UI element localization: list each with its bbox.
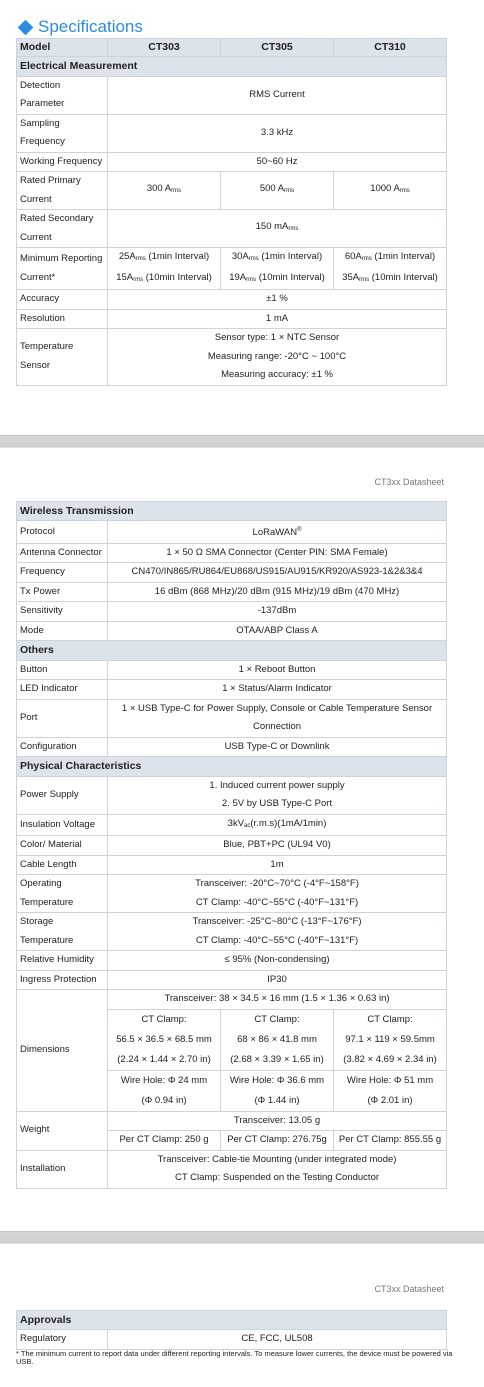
row-value: Blue, PBT+PC (UL94 V0) (108, 836, 447, 856)
row-label: Rated Secondary Current (17, 210, 108, 248)
row-label: Relative Humidity (17, 951, 108, 971)
table-row (17, 1150, 447, 1188)
table-row (17, 543, 447, 563)
row-value: CE, FCC, UL508 (108, 1330, 447, 1350)
table-row (17, 309, 447, 329)
row-value: $30A_{rms}$ (1min Interval) $19A_{rms}$ (10min Interval) (221, 248, 334, 290)
row-label: Tx Power (17, 582, 108, 602)
row-value: 1. Induced current power supply 2. 5V by USB Type-C Port (108, 776, 447, 814)
row-value: CT Clamp: 68 × 86 × 41.8 mm (2.68 × 3.39 × 1.65 in) (221, 1009, 334, 1070)
row-label: Configuration (17, 737, 108, 757)
header-ct303: CT303 (108, 39, 221, 57)
row-label: Detection Parameter (17, 76, 108, 114)
table-row (17, 699, 447, 737)
row-value: Transceiver: -20°C~70°C (-4°F~158°F) CT Clamp: -40°C~55°C (-40°F~131°F) (108, 875, 447, 913)
specs-table-2 (16, 501, 447, 1189)
table-row (17, 737, 447, 757)
row-value: IP30 (108, 970, 447, 990)
row-value: CN470/IN865/RU864/EU868/US915/AU915/KR920/AS923-1&2&3&4 (108, 563, 447, 583)
table-row (17, 210, 447, 248)
table-row (17, 582, 447, 602)
row-value: 1 × Reboot Button (108, 660, 447, 680)
section-title-text: Specifications (38, 17, 143, 36)
row-label: Color/ Material (17, 836, 108, 856)
row-label: Dimensions (17, 990, 108, 1112)
header-model: Model (17, 39, 108, 57)
row-value: 1000 $A_{rms}$ (334, 172, 447, 210)
table-row (17, 521, 447, 544)
row-label: Power Supply (17, 776, 108, 814)
table-header-row (17, 39, 447, 57)
table-row (17, 660, 447, 680)
table-row (17, 152, 447, 172)
row-value: $25A_{rms}$ (1min Interval) $15A_{rms}$ (10min Interval) (108, 248, 221, 290)
row-value: RMS Current (108, 76, 447, 114)
row-value: Wire Hole: Φ 51 mm (Φ 2.01 in) (334, 1070, 447, 1111)
row-value: Wire Hole: Φ 36.6 mm (Φ 1.44 in) (221, 1070, 334, 1111)
row-value: 500 $A_{rms}$ (221, 172, 334, 210)
doc-header: CT3xx Datasheet (374, 476, 444, 487)
section-approvals: Approvals (17, 1310, 447, 1330)
table-row (17, 875, 447, 913)
row-label: Weight (17, 1111, 108, 1150)
row-value: USB Type-C or Downlink (108, 737, 447, 757)
table-row (17, 602, 447, 622)
row-label: Mode (17, 621, 108, 641)
row-label: Sampling Frequency (17, 114, 108, 152)
table-row (17, 621, 447, 641)
table-row (17, 836, 447, 856)
doc-header: CT3xx Datasheet (374, 1283, 444, 1294)
page-separator (0, 1231, 484, 1244)
row-label: Protocol (17, 521, 108, 544)
row-label: Accuracy (17, 290, 108, 310)
approvals-table (16, 1310, 447, 1350)
table-row (17, 913, 447, 951)
table-row (17, 990, 447, 1010)
row-label: Port (17, 699, 108, 737)
table-row (17, 776, 447, 814)
table-row (17, 1330, 447, 1350)
row-label: Button (17, 660, 108, 680)
row-value: 150 $mA_{rms}$ (108, 210, 447, 248)
row-label: LED Indicator (17, 680, 108, 700)
section-others: Others (17, 641, 447, 661)
table-row (17, 76, 447, 114)
row-value: Transceiver: Cable-tie Mounting (under integrated mode) CT Clamp: Suspended on the Testing Conductor (108, 1150, 447, 1188)
table-row (17, 329, 447, 386)
row-label: Insulation Voltage (17, 814, 108, 836)
row-label: Resolution (17, 309, 108, 329)
table-row (17, 290, 447, 310)
row-value: $3kV_{ac}(r.m.s)(1mA/1\min)$ (108, 814, 447, 836)
row-value: Transceiver: 38 × 34.5 × 16 mm (1.5 × 1.36 × 0.63 in) (108, 990, 447, 1010)
table-row (17, 951, 447, 971)
table-row (17, 248, 447, 290)
table-row (17, 563, 447, 583)
row-value: 1 × 50 Ω SMA Connector (Center PIN: SMA Female) (108, 543, 447, 563)
row-value: ±1 % (108, 290, 447, 310)
header-ct305: CT305 (221, 39, 334, 57)
row-label: Working Frequency (17, 152, 108, 172)
row-value: OTAA/ABP Class A (108, 621, 447, 641)
row-value: Transceiver: 13.05 g (108, 1111, 447, 1131)
table-row (17, 680, 447, 700)
row-value: Sensor type: 1 × NTC Sensor Measuring range: -20°C ~ 100°C Measuring accuracy: ±1 % (108, 329, 447, 386)
row-label: Cable Length (17, 855, 108, 875)
electrical-table (16, 38, 447, 386)
row-value: CT Clamp: 56.5 × 36.5 × 68.5 mm (2.24 × 1.44 × 2.70 in) (108, 1009, 221, 1070)
row-label: Minimum Reporting Current* (17, 248, 108, 290)
row-label: Sensitivity (17, 602, 108, 622)
row-value: Transceiver: -25°C~80°C (-13°F~176°F) CT Clamp: -40°C~55°C (-40°F~131°F) (108, 913, 447, 951)
table-row (17, 172, 447, 210)
row-label: Regulatory (17, 1330, 108, 1350)
row-value: 1m (108, 855, 447, 875)
row-value: Per CT Clamp: 276.75g (221, 1131, 334, 1151)
page-separator (0, 435, 484, 448)
row-value: Per CT Clamp: 250 g (108, 1131, 221, 1151)
row-label: Operating Temperature (17, 875, 108, 913)
row-label: Temperature Sensor (17, 329, 108, 386)
table-row (17, 855, 447, 875)
table-row (17, 1111, 447, 1131)
section-physical: Physical Characteristics (17, 757, 447, 777)
row-value: $60A_{rms}$ (1min Interval) $35A_{rms}$ (10min Interval) (334, 248, 447, 290)
row-value: 1 × USB Type-C for Power Supply, Console or Cable Temperature Sensor Connection (108, 699, 447, 737)
row-value: 1 mA (108, 309, 447, 329)
table-row (17, 114, 447, 152)
row-label: Installation (17, 1150, 108, 1188)
footnote: * The minimum current to report data under different reporting intervals. To measure lower currents, the device must be powered via USB. (16, 1348, 453, 1367)
row-label: Ingress Protection (17, 970, 108, 990)
row-value: CT Clamp: 97.1 × 119 × 59.5mm (3.82 × 4.69 × 2.34 in) (334, 1009, 447, 1070)
row-label: Storage Temperature (17, 913, 108, 951)
row-value: Per CT Clamp: 855.55 g (334, 1131, 447, 1151)
header-ct310: CT310 (334, 39, 447, 57)
table-row (17, 814, 447, 836)
row-value: 300 $A_{rms}$ (108, 172, 221, 210)
row-value: 1 × Status/Alarm Indicator (108, 680, 447, 700)
row-value: -137dBm (108, 602, 447, 622)
row-value: ≤ 95% (Non-condensing) (108, 951, 447, 971)
row-value: LoRaWAN® (108, 521, 447, 544)
diamond-icon (18, 19, 34, 35)
row-value: 16 dBm (868 MHz)/20 dBm (915 MHz)/19 dBm (470 MHz) (108, 582, 447, 602)
row-label: Antenna Connector (17, 543, 108, 563)
row-label: Frequency (17, 563, 108, 583)
section-title (0, 0, 484, 38)
row-value: Wire Hole: Φ 24 mm (Φ 0.94 in) (108, 1070, 221, 1111)
section-wireless: Wireless Transmission (17, 501, 447, 521)
row-value: 3.3 kHz (108, 114, 447, 152)
row-value: 50~60 Hz (108, 152, 447, 172)
row-label: Rated Primary Current (17, 172, 108, 210)
table-row (17, 970, 447, 990)
section-electrical: Electrical Measurement (17, 57, 447, 77)
